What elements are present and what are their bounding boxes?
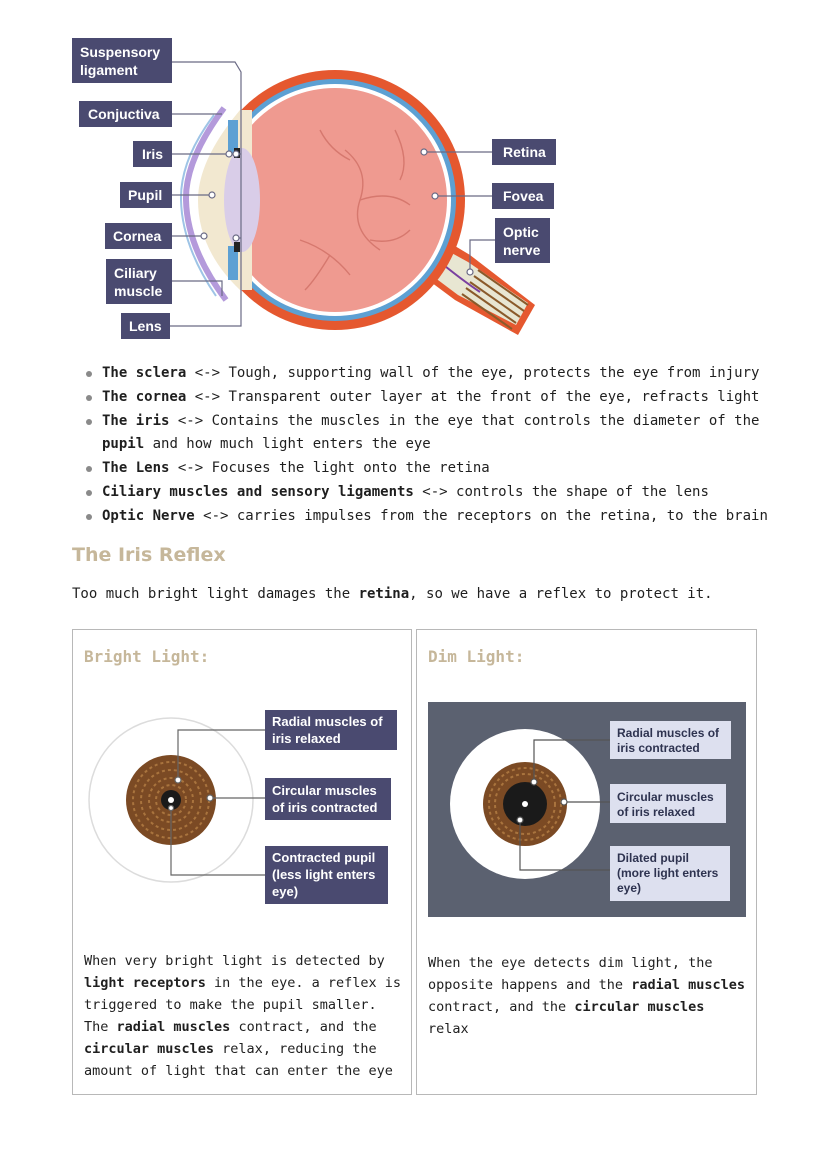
- label-dilated-pupil: [610, 846, 730, 901]
- bright-light-eye-diagram: [73, 690, 411, 950]
- svg-text:Lens: Lens: [129, 318, 162, 334]
- svg-text:Cornea: Cornea: [113, 228, 162, 244]
- svg-text:Dilated pupil: Dilated pupil: [617, 851, 689, 865]
- label-conjuctiva: [79, 101, 172, 127]
- label-circular-muscles: [265, 778, 391, 820]
- label-radial-muscles: [610, 721, 731, 759]
- label-contracted-pupil: [265, 846, 388, 904]
- eyeball-shape: [181, 70, 465, 330]
- svg-text:Retina: Retina: [503, 144, 546, 160]
- intro-text: Too much bright light damages the retina, so we have a reflex to protect it.: [72, 586, 713, 602]
- svg-text:Fovea: Fovea: [503, 188, 544, 204]
- svg-text:ligament: ligament: [80, 62, 138, 78]
- svg-text:Suspensory: Suspensory: [80, 44, 161, 60]
- label-iris: [133, 141, 172, 167]
- svg-text:iris relaxed: iris relaxed: [272, 731, 341, 746]
- eye-parts-list: [82, 362, 792, 529]
- svg-text:muscle: muscle: [114, 283, 163, 299]
- list-item: The cornea <-> Transparent outer layer at the front of the eye, refracts light: [102, 386, 792, 409]
- bright-light-text: When very bright light is detected by light receptors in the eye. a reflex is triggered to make the pupil smaller. The radial muscles contract, and the circular muscles relax, reducing the amount of light that can enter the eye: [84, 953, 401, 1079]
- svg-text:eye): eye): [617, 881, 642, 895]
- section-heading: The Iris Reflex: [72, 544, 226, 566]
- label-radial-muscles: [265, 710, 397, 750]
- list-item: Ciliary muscles and sensory ligaments <-> controls the shape of the lens: [102, 481, 792, 504]
- label-circular-muscles: [610, 784, 726, 823]
- bright-light-card: [72, 629, 412, 1095]
- svg-text:(more light enters: (more light enters: [617, 866, 719, 880]
- label-optic-nerve: [495, 218, 550, 263]
- card-title: Dim Light:: [428, 647, 525, 666]
- svg-text:Pupil: Pupil: [128, 187, 163, 203]
- label-lens: [121, 313, 170, 339]
- svg-text:Optic: Optic: [503, 224, 539, 240]
- svg-text:Conjuctiva: Conjuctiva: [88, 106, 160, 122]
- card-title: Bright Light:: [84, 647, 210, 666]
- svg-text:Contracted pupil: Contracted pupil: [272, 850, 376, 865]
- label-pupil: [120, 182, 172, 208]
- svg-text:Ciliary: Ciliary: [114, 265, 157, 281]
- list-item: The sclera <-> Tough, supporting wall of the eye, protects the eye from injury: [102, 362, 792, 385]
- eye-anatomy-diagram: [0, 0, 828, 345]
- svg-text:Circular muscles: Circular muscles: [272, 783, 377, 798]
- label-ciliary-muscle: [106, 259, 172, 304]
- dim-light-card: [416, 629, 757, 1095]
- svg-text:Radial muscles of: Radial muscles of: [272, 714, 383, 729]
- label-cornea: [105, 223, 172, 249]
- svg-text:of iris contracted: of iris contracted: [272, 800, 378, 815]
- dim-light-text: When the eye detects dim light, the opposite happens and the radial muscles contract, and the circular muscles relax: [428, 955, 745, 1037]
- svg-text:Circular muscles: Circular muscles: [617, 790, 714, 804]
- svg-text:Iris: Iris: [142, 146, 164, 162]
- svg-text:eye): eye): [272, 884, 299, 899]
- svg-text:nerve: nerve: [503, 242, 541, 258]
- list-item: The Lens <-> Focuses the light onto the retina: [102, 457, 792, 480]
- svg-text:(less light enters: (less light enters: [272, 867, 376, 882]
- list-item: The iris <-> Contains the muscles in the eye that controls the diameter of the pupil and how much light enters the eye: [102, 410, 792, 456]
- label-fovea: [492, 183, 554, 209]
- svg-text:Radial muscles of: Radial muscles of: [617, 726, 720, 740]
- svg-text:iris contracted: iris contracted: [617, 741, 700, 755]
- dim-light-eye-diagram: [417, 690, 756, 950]
- label-suspensory-ligament: [72, 38, 172, 83]
- svg-text:of iris relaxed: of iris relaxed: [617, 805, 696, 819]
- list-item: Optic Nerve <-> carries impulses from the receptors on the retina, to the brain: [102, 505, 792, 528]
- label-retina: [492, 139, 556, 165]
